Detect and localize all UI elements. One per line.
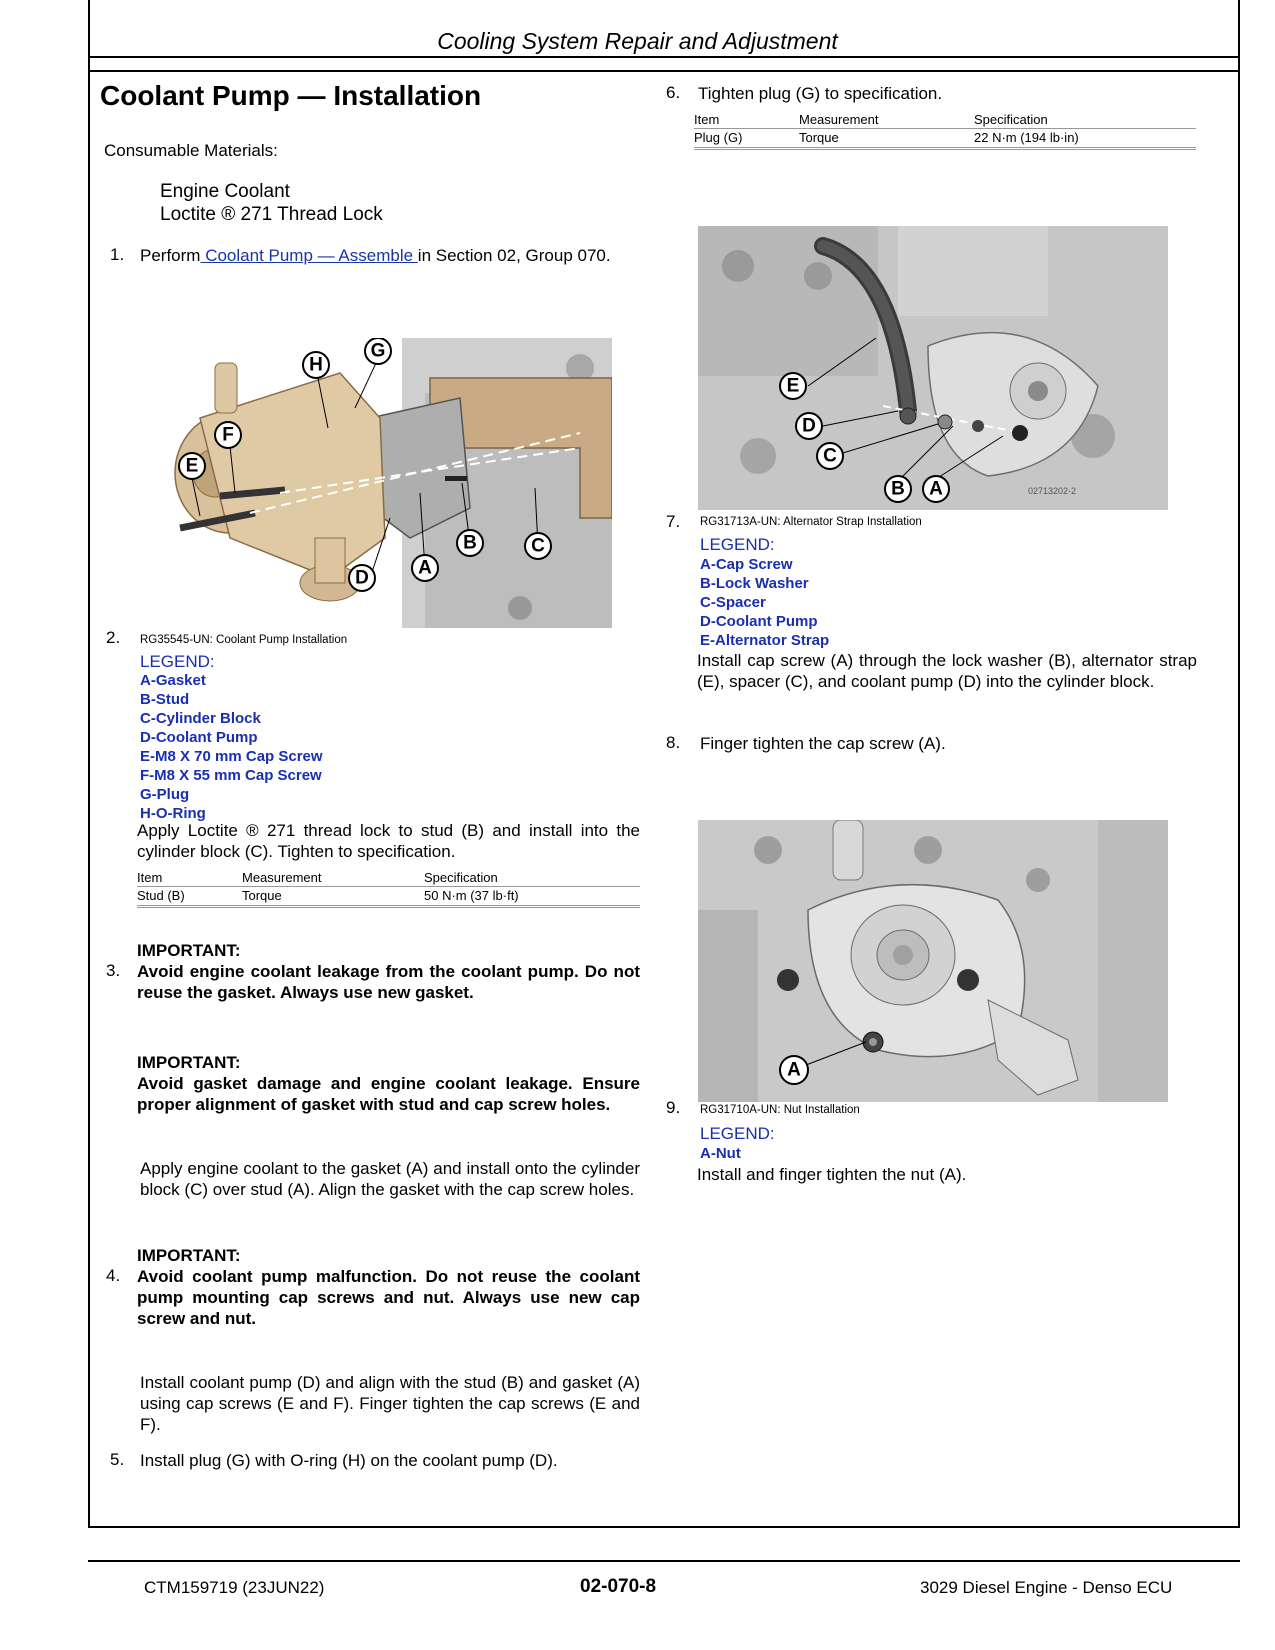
page-title: Coolant Pump — Installation: [100, 80, 482, 111]
alternator-strap-installation-figure: [698, 226, 1168, 510]
callout-a: A: [418, 557, 432, 579]
legend-item: B-Lock Washer: [700, 575, 809, 592]
header-rule: [88, 56, 1240, 58]
legend-item: D-Coolant Pump: [140, 729, 258, 746]
step-1-prefix: Perform: [140, 246, 201, 265]
footer-product: 3029 Diesel Engine - Denso ECU: [920, 1578, 1173, 1597]
callout-f: F: [222, 424, 234, 446]
legend-title: LEGEND:: [140, 652, 215, 671]
nut-installation-figure: [698, 820, 1168, 1102]
legend-item: A-Nut: [700, 1145, 741, 1162]
step-6-text: Tighten plug (G) to specification.: [698, 84, 943, 103]
legend-item: H-O-Ring: [140, 805, 206, 822]
footer-rule: [88, 1560, 1240, 1562]
callout-b: B: [463, 532, 477, 554]
table-cell: Stud (B): [137, 887, 242, 907]
legend-item: C-Spacer: [700, 594, 766, 611]
consumable-item: Loctite ® 271 Thread Lock: [160, 204, 383, 225]
figure-caption: RG35545-UN: Coolant Pump Installation: [140, 634, 348, 646]
page-number: 02-070-8: [580, 1576, 657, 1597]
figure-caption: RG31713A-UN: Alternator Strap Installation: [700, 516, 922, 528]
legend-list: [700, 555, 829, 650]
legend-item: F-M8 X 55 mm Cap Screw: [140, 767, 322, 784]
legend-item: C-Cylinder Block: [140, 710, 261, 727]
step-number: 7.: [666, 512, 681, 531]
running-header: Cooling System Repair and Adjustment: [437, 28, 838, 54]
callout-g: G: [370, 340, 386, 362]
important-label: IMPORTANT:: [137, 1246, 241, 1265]
step-number: 3.: [106, 961, 121, 980]
consumable-item: Engine Coolant: [160, 181, 290, 202]
table-header: Specification: [424, 870, 640, 887]
table-header: Measurement: [242, 870, 424, 887]
step-9-text: Install and finger tighten the nut (A).: [697, 1165, 967, 1184]
step-number: 2.: [106, 628, 121, 647]
callout-b: B: [891, 478, 905, 500]
table-header: Item: [137, 870, 242, 887]
callout-h: H: [309, 354, 323, 376]
step-number: 9.: [666, 1098, 681, 1117]
table-cell: Plug (G): [694, 129, 799, 149]
callout-d: D: [802, 415, 816, 437]
legend-item: A-Cap Screw: [700, 556, 793, 573]
legend-title: LEGEND:: [700, 535, 775, 554]
warning-text: Avoid engine coolant leakage from the coolant pump. Do not reuse the gasket. Always use new gasket.: [137, 962, 640, 1002]
legend-title: LEGEND:: [700, 1124, 775, 1143]
step-5-text: Install plug (G) with O-ring (H) on the coolant pump (D).: [140, 1451, 558, 1470]
legend-item: B-Stud: [140, 691, 190, 708]
step-2-text: Apply Loctite ® 271 thread lock to stud (B) and install into the cylinder block (C). Tighten to specification.: [137, 821, 640, 861]
figure-caption: RG31710A-UN: Nut Installation: [700, 1104, 860, 1116]
callout-c: C: [531, 535, 545, 557]
step-8-text: Finger tighten the cap screw (A).: [700, 734, 946, 753]
table-header: Item: [694, 112, 799, 129]
legend-item: G-Plug: [140, 786, 190, 803]
footer-doc-id: CTM159719 (23JUN22): [144, 1578, 325, 1597]
plug-torque-table: [694, 112, 1196, 150]
important-label: IMPORTANT:: [137, 941, 241, 960]
step-number: 4.: [106, 1266, 121, 1285]
coolant-pump-assemble-link[interactable]: Coolant Pump — Assemble: [200, 246, 418, 265]
table-cell: Torque: [799, 129, 974, 149]
table-row: [137, 887, 640, 907]
legend-list: [700, 1144, 741, 1163]
table-cell: 22 N·m (194 lb·in): [974, 129, 1196, 149]
callout-a: A: [929, 478, 943, 500]
callout-c: C: [823, 445, 837, 467]
consumables-label: Consumable Materials:: [104, 141, 278, 160]
legend-item: D-Coolant Pump: [700, 613, 818, 630]
table-header: Specification: [974, 112, 1196, 129]
step-4-text: Install coolant pump (D) and align with the stud (B) and gasket (A) using cap screws (E and F). Finger tighten the cap screws (E and F).: [140, 1373, 640, 1434]
callout-e: E: [185, 455, 199, 477]
table-header: Measurement: [799, 112, 974, 129]
legend-item: E-Alternator Strap: [700, 632, 830, 649]
step-1-suffix: in Section 02, Group 070.: [417, 246, 611, 265]
warning-text: Avoid coolant pump malfunction. Do not reuse the coolant pump mounting cap screws and nut. Always use new cap screw and nut.: [137, 1267, 640, 1328]
step-3-text: Apply engine coolant to the gasket (A) and install onto the cylinder block (C) over stud (A). Align the gasket with the cap screw holes.: [140, 1159, 640, 1199]
warning-text: Avoid gasket damage and engine coolant leakage. Ensure proper alignment of gasket with stud and cap screw holes.: [137, 1074, 640, 1114]
figure-watermark: 02713202-2: [1028, 486, 1077, 496]
callout-e: E: [786, 375, 800, 397]
step-number: 8.: [666, 733, 681, 752]
important-label: IMPORTANT:: [137, 1053, 241, 1072]
table-cell: Torque: [242, 887, 424, 907]
legend-item: E-M8 X 70 mm Cap Screw: [140, 748, 323, 765]
legend-item: A-Gasket: [140, 672, 206, 689]
coolant-pump-installation-figure: [140, 338, 612, 628]
step-number: 1.: [110, 245, 125, 264]
stud-torque-table: [137, 870, 640, 908]
callout-a: A: [787, 1059, 801, 1081]
step-number: 5.: [110, 1450, 125, 1469]
legend-list: [140, 671, 323, 823]
callout-d: D: [355, 567, 369, 589]
step-1-text: [140, 245, 640, 266]
step-7-text: Install cap screw (A) through the lock washer (B), alternator strap (E), spacer (C), and coolant pump (D) into the cylinder block.: [697, 651, 1197, 691]
table-row: [694, 129, 1196, 149]
table-cell: 50 N·m (37 lb·ft): [424, 887, 640, 907]
step-number: 6.: [666, 83, 681, 102]
